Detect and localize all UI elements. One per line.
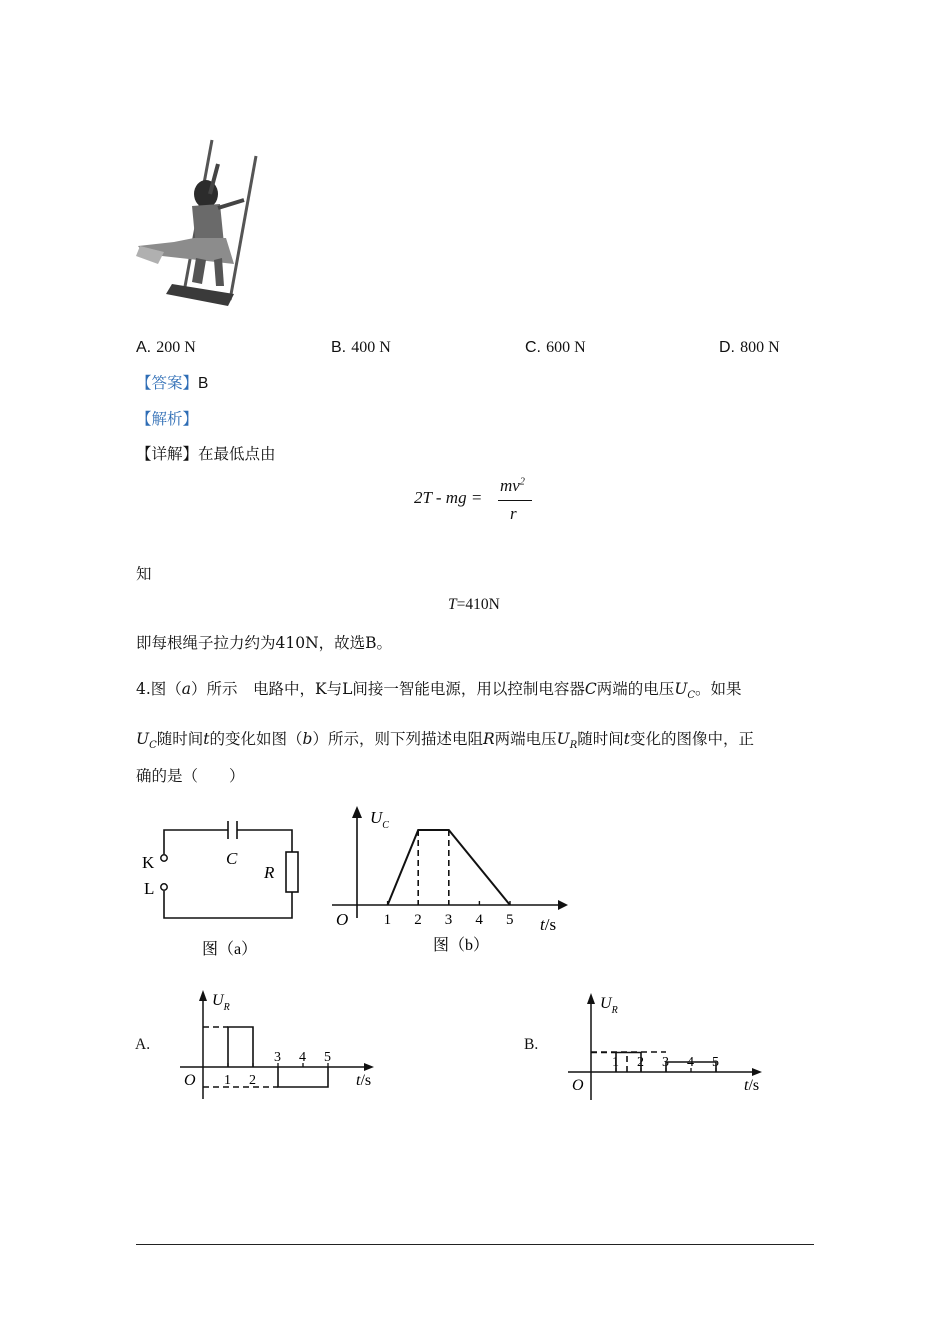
option-tick-label: 2 xyxy=(637,1055,644,1070)
label-c: C xyxy=(226,849,238,868)
option-tick-label: 4 xyxy=(299,1050,306,1065)
graph-b2-xlabel: t/s xyxy=(744,1077,760,1094)
equation-1-denominator: r xyxy=(510,504,517,523)
conclusion-text: 即每根绳子拉力约为410N，故选B。 xyxy=(136,634,393,652)
equation-1 xyxy=(414,476,574,532)
caption-b: 图（b） xyxy=(433,937,490,954)
graph-b-tick-label: 1 xyxy=(383,912,392,928)
footer-rule xyxy=(136,1244,814,1245)
detail-tag: 【详解】 xyxy=(136,445,199,463)
fraction-bar xyxy=(498,500,532,501)
label-k: K xyxy=(142,853,155,872)
answer-value: B xyxy=(198,375,209,392)
option-c: C. 600 N xyxy=(525,339,586,356)
graph-b-tick-label: 4 xyxy=(475,912,483,928)
graph-b2-ylabel: $U_R$ xyxy=(600,995,618,1016)
option-tick-label: 5 xyxy=(324,1050,331,1065)
q4-line-1: 4.图（a）所示 电路中，K与L间接一智能电源，用以控制电容器C两端的电压$U_C$。如果 xyxy=(136,680,742,702)
option-tick-label: 4 xyxy=(687,1055,694,1070)
detail-line xyxy=(136,442,276,464)
graph-b-tick-label: 2 xyxy=(414,912,422,928)
swing-girl-illustration xyxy=(134,134,284,310)
q4-line-3: 确的是（ ） xyxy=(136,767,245,785)
equation-1-numerator: $mv^2$ xyxy=(500,476,525,495)
detail-text: 在最低点由 xyxy=(198,445,276,463)
graph-b xyxy=(330,800,570,962)
graph-b-origin: O xyxy=(336,910,349,929)
graph-a-xlabel: t/s xyxy=(356,1072,372,1089)
option-tick-label: 5 xyxy=(712,1055,719,1070)
graph-b-ylabel: $U_C$ xyxy=(370,808,389,831)
option-b: B. 400 N xyxy=(331,339,391,356)
graph-option-a-label: A. xyxy=(135,1036,151,1053)
graph-option-b xyxy=(566,988,776,1106)
option-tick-label: 3 xyxy=(274,1050,281,1065)
graph-b-xlabel: t/s xyxy=(540,915,557,934)
option-tick-label: 3 xyxy=(662,1055,669,1070)
graph-b2-origin: O xyxy=(572,1077,584,1094)
option-tick-label: 1 xyxy=(224,1073,231,1088)
option-tick-label: 1 xyxy=(612,1055,619,1070)
ur-pulse xyxy=(278,1067,328,1087)
option-tick-label: 2 xyxy=(249,1073,256,1088)
label-l: L xyxy=(144,879,155,898)
graph-b-tick-label: 3 xyxy=(444,912,453,928)
label-r: R xyxy=(264,863,275,882)
caption-a: 图（a） xyxy=(202,941,258,958)
graph-b-tick-label: 5 xyxy=(506,912,514,928)
equation-1-left: 2T - mg = xyxy=(414,488,483,507)
answer-tag: 【答案】 xyxy=(136,374,199,392)
analysis-tag: 【解析】 xyxy=(136,410,199,428)
answer-line xyxy=(136,371,208,393)
graph-option-a xyxy=(178,985,388,1103)
graph-a-origin: O xyxy=(184,1072,196,1089)
graph-option-b-label: B. xyxy=(524,1036,539,1053)
graph-a-ylabel: $U_R$ xyxy=(212,992,230,1013)
option-d: D. 800 N xyxy=(719,339,780,356)
circuit-diagram xyxy=(134,818,314,966)
know-text: 知 xyxy=(136,565,152,583)
terminal-l xyxy=(161,884,167,890)
option-a: A. 200 N xyxy=(136,339,196,356)
equation-2: T=410N xyxy=(448,596,500,613)
terminal-k xyxy=(161,855,167,861)
q4-line-2: $U_C$随时间t的变化如图（b）所示，则下列描述电阻R两端电压$U_R$随时间t变化的图像中，正 xyxy=(136,730,755,752)
ur-pulse xyxy=(228,1027,253,1067)
